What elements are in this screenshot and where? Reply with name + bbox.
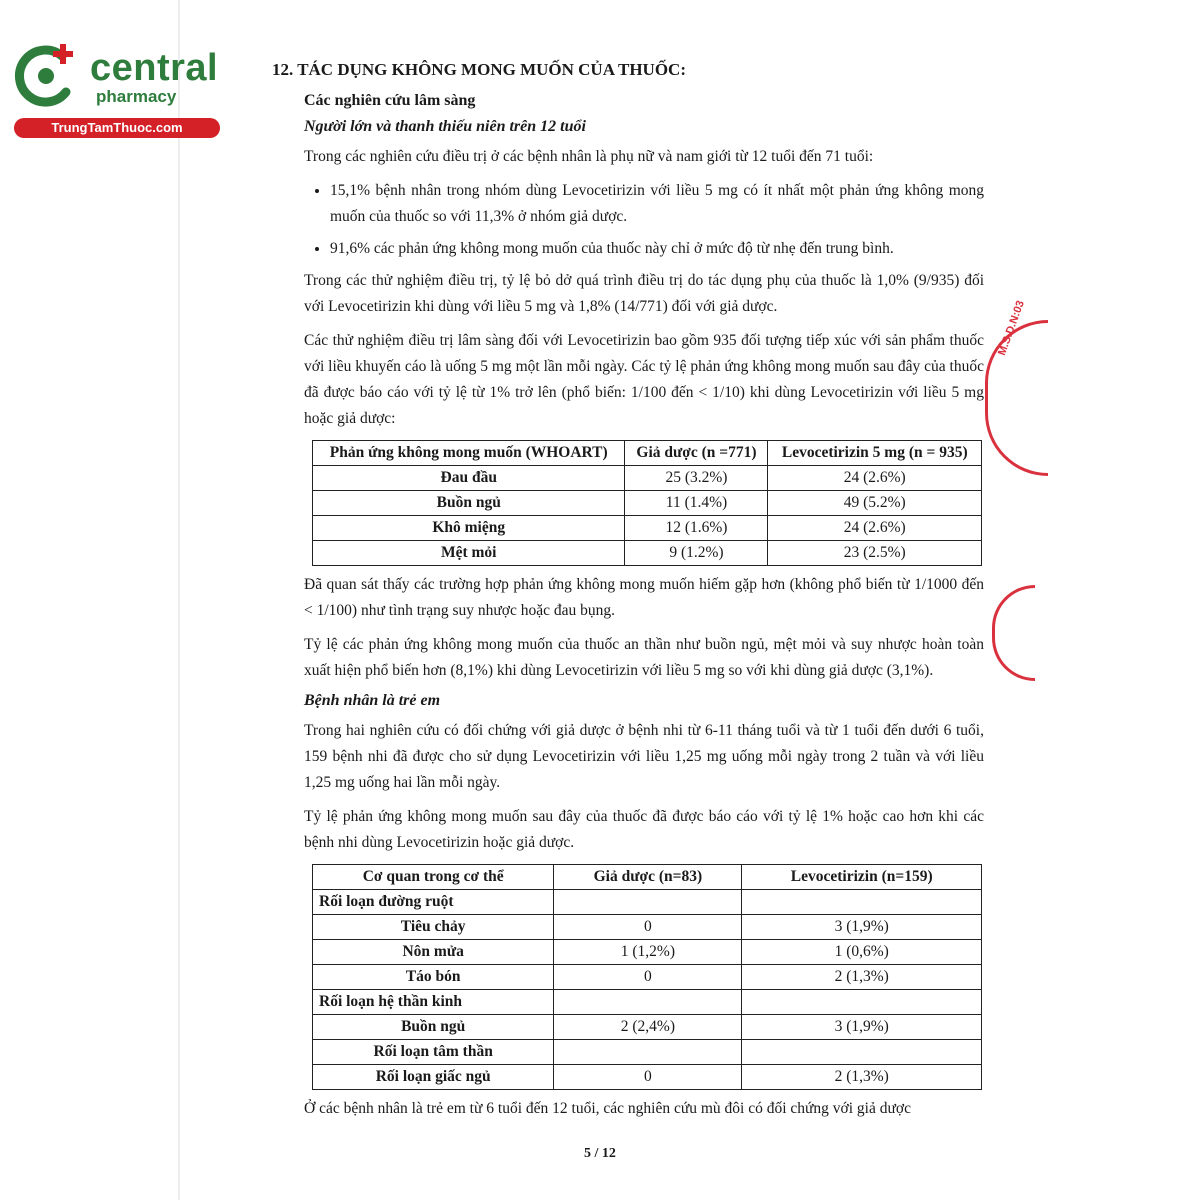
table-header: Cơ quan trong cơ thể — [313, 865, 554, 890]
table-group-row — [313, 990, 982, 1015]
table-cell — [742, 1040, 982, 1065]
table-header: Giả dược (n=83) — [554, 865, 742, 890]
table-cell: 25 (3.2%) — [625, 466, 768, 491]
table-row — [313, 940, 982, 965]
subheading-clinical: Các nghiên cứu lâm sàng — [304, 92, 476, 109]
table-row — [313, 541, 982, 566]
bullet-item: • 91,6% các phản ứng không mong muốn của thuốc này chỉ ở mức độ từ nhẹ đến trung bình. — [330, 236, 984, 262]
table-cell — [554, 990, 742, 1015]
table-cell: Nôn mửa — [313, 940, 554, 965]
table-cell: 9 (1.2%) — [625, 541, 768, 566]
table-cell: Tiêu chảy — [313, 915, 554, 940]
logo-name: central — [90, 47, 219, 89]
paragraph: Trong hai nghiên cứu có đối chứng với giả dược ở bệnh nhi từ 6-11 tháng tuổi và từ 1 tuổi đến dưới 6 tuổi, 159 bệnh nhi đã được cho sử dụng Levocetirizin với liều 1,25 mg uống mỗi ngày trong 2 tuần và với liều 1,25 mg uống hai lần mỗi ngày. — [304, 722, 984, 791]
section-heading: 12. TÁC DỤNG KHÔNG MONG MUỐN CỦA THUỐC: — [272, 60, 686, 79]
table-cell: 2 (2,4%) — [554, 1015, 742, 1040]
table-cell: 23 (2.5%) — [768, 541, 982, 566]
table-row — [313, 491, 982, 516]
table-cell: Rối loạn giấc ngủ — [313, 1065, 554, 1090]
table-cell: 1 (0,6%) — [742, 940, 982, 965]
table-row — [313, 1065, 982, 1090]
table-header-row — [313, 441, 982, 466]
paragraph: Trong các nghiên cứu điều trị ở các bệnh nhân là phụ nữ và nam giới từ 12 tuổi đến 71 tuổi: — [304, 148, 874, 165]
table-header: Levocetirizin (n=159) — [742, 865, 982, 890]
table-row — [313, 466, 982, 491]
paragraph: Đã quan sát thấy các trường hợp phản ứng không mong muốn hiếm gặp hơn (không phổ biến từ 1/1000 đến < 1/100) như tình trạng suy nhược hoặc đau bụng. — [304, 576, 984, 619]
table-row — [313, 965, 982, 990]
table-cell: 12 (1.6%) — [625, 516, 768, 541]
table-header: Phản ứng không mong muốn (WHOART) — [313, 441, 625, 466]
table-cell: Táo bón — [313, 965, 554, 990]
table-cell: Mệt mỏi — [313, 541, 625, 566]
bullet-item: • 15,1% bệnh nhân trong nhóm dùng Levocetirizin với liều 5 mg có ít nhất một phản ứng không mong muốn của thuốc so với 11,3% ở nhóm giả dược. — [330, 178, 984, 230]
paragraph: Tỷ lệ phản ứng không mong muốn sau đây của thuốc đã được báo cáo với tỷ lệ 1% hoặc cao hơn khi các bệnh nhi dùng Levocetirizin hoặc giả dược. — [304, 808, 984, 851]
table-cell — [742, 890, 982, 915]
table-cell: Buồn ngủ — [313, 1015, 554, 1040]
paragraph: Ở các bệnh nhân là trẻ em từ 6 tuổi đến 12 tuổi, các nghiên cứu mù đôi có đối chứng với giả dược — [304, 1100, 911, 1117]
table-group-row — [313, 890, 982, 915]
document-body — [272, 60, 984, 1130]
table-cell: 2 (1,3%) — [742, 965, 982, 990]
paragraph: Tỷ lệ các phản ứng không mong muốn của thuốc an thần như buồn ngủ, mệt mỏi và suy nhược hoàn toàn xuất hiện phổ biến hơn (8,1%) khi dùng Levocetirizin với liều 5 mg so với khi dùng giả dược (3,1%). — [304, 636, 984, 679]
paragraph: Trong các thử nghiệm điều trị, tỷ lệ bỏ dở quá trình điều trị do tác dụng phụ của thuốc là 1,0% (9/935) đối với Levocetirizin khi dùng với liều 5 mg và 1,8% (14/771) đối với giả dược. — [304, 272, 984, 315]
subheading-adults: Người lớn và thanh thiếu niên trên 12 tuổi — [304, 118, 586, 135]
table-header: Giả dược (n =771) — [625, 441, 768, 466]
red-stamp — [985, 298, 1048, 476]
page-number: 5 / 12 — [584, 1146, 616, 1161]
logo-site: TrungTamThuoc.com — [14, 118, 220, 138]
table-cell: 0 — [554, 1065, 742, 1090]
table-cell: Khô miệng — [313, 516, 625, 541]
subheading-children: Bệnh nhân là trẻ em — [304, 692, 441, 709]
table-cell: Rối loạn đường ruột — [313, 890, 554, 915]
adverse-reactions-table-children — [312, 864, 982, 1090]
table-cell: 24 (2.6%) — [768, 516, 982, 541]
table-cell: 11 (1.4%) — [625, 491, 768, 516]
logo-sub: pharmacy — [96, 87, 177, 106]
table-cell: 0 — [554, 965, 742, 990]
table-row — [313, 1040, 982, 1065]
table-row — [313, 1015, 982, 1040]
table-row — [313, 915, 982, 940]
logo-c-icon — [10, 38, 86, 114]
table-cell: 2 (1,3%) — [742, 1065, 982, 1090]
table-cell: 3 (1,9%) — [742, 915, 982, 940]
table-cell — [742, 990, 982, 1015]
central-pharmacy-logo — [10, 38, 219, 138]
bullet-list — [304, 178, 984, 262]
table-cell — [554, 890, 742, 915]
table-header: Levocetirizin 5 mg (n = 935) — [768, 441, 982, 466]
table-header-row — [313, 865, 982, 890]
table-cell: Rối loạn hệ thần kinh — [313, 990, 554, 1015]
adverse-reactions-table-adults — [312, 440, 982, 566]
red-stamp-2 — [992, 585, 1035, 681]
table-cell: Đau đầu — [313, 466, 625, 491]
stamp-text: M.S.D.N:03 — [996, 298, 1027, 358]
table-row — [313, 516, 982, 541]
table-cell: 49 (5.2%) — [768, 491, 982, 516]
paragraph: Các thử nghiệm điều trị lâm sàng đối với Levocetirizin bao gồm 935 đối tượng tiếp xúc với sản phẩm thuốc với liều khuyến cáo là uống 5 mg một lần mỗi ngày. Các tỷ lệ phản ứng không mong muốn sau đây của thuốc đã được báo cáo với tỷ lệ từ 1% trở lên (phổ biến: 1/100 đến < 1/10) khi dùng Levocetirizin với liều 5 mg hoặc giả dược: — [304, 332, 984, 427]
table-cell: 24 (2.6%) — [768, 466, 982, 491]
table-cell: 3 (1,9%) — [742, 1015, 982, 1040]
table-cell — [554, 1040, 742, 1065]
table-cell: Rối loạn tâm thần — [313, 1040, 554, 1065]
table-cell: 0 — [554, 915, 742, 940]
page-edge — [178, 0, 180, 1200]
table-cell: Buồn ngủ — [313, 491, 625, 516]
table-cell: 1 (1,2%) — [554, 940, 742, 965]
